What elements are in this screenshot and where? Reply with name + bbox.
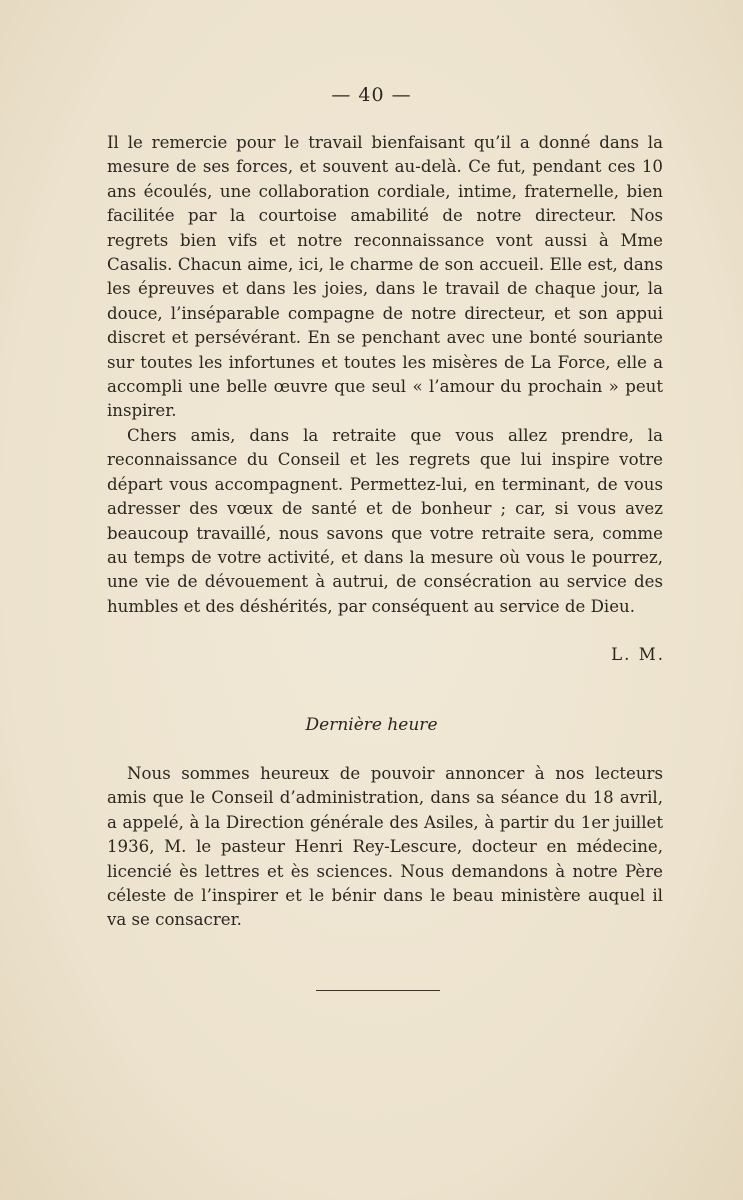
text-block-3 — [107, 762, 663, 933]
closing-rule — [316, 990, 440, 991]
page-number: — 40 — — [331, 84, 412, 106]
paragraph-2: Chers amis, dans la retraite que vous allez prendre, la reconnaissance du Conseil et les regrets que lui inspire votre départ vous accompagnent. Permettez-lui, en terminant, de vous adresser des vœux de santé et de bonheur ; car, si vous avez beaucoup travaillé, nous savons que votre retraite sera, comme au temps de votre activité, et dans la mesure où vous le pourrez, une vie de dévouement à autrui, de consécration au service des humbles et des déshérités, par conséquent au service de Dieu. — [107, 426, 663, 616]
paragraph-3: Nous sommes heureux de pouvoir annoncer à nos lecteurs amis que le Conseil d’administration, dans sa séance du 18 avril, a appelé, à la Direction générale des Asiles, à partir du 1er juillet 1936, M. le pasteur Henri Rey-Lescure, docteur en médecine, licencié ès lettres et ès sciences. Nous demandons à notre Père céleste de l’inspirer et le bénir dans le beau ministère auquel il va se consacrer. — [107, 764, 663, 930]
text-block-2 — [107, 424, 663, 619]
section-title: Dernière heure — [305, 715, 438, 735]
signature: L. M. — [611, 645, 665, 664]
text-block-1 — [107, 131, 663, 424]
paragraph-1: Il le remercie pour le travail bienfaisant qu’il a donné dans la mesure de ses forces, et souvent au-delà. Ce fut, pendant ces 10 ans écoulés, une collaboration cordiale, intime, fraternelle, bien facilitée par la courtoise amabilité de notre directeur. Nos regrets bien vifs et notre reconnaissance vont aussi à Mme Casalis. Chacun aime, ici, le charme de son accueil. Elle est, dans les épreuves et dans les joies, dans le travail de chaque jour, la douce, l’inséparable compagne de notre directeur, et son appui discret et persévérant. En se penchant avec une bonté souriante sur toutes les infortunes et toutes les misères de La Force, elle a accompli une belle œuvre que seul « l’amour du prochain » peut inspirer. — [107, 133, 663, 421]
